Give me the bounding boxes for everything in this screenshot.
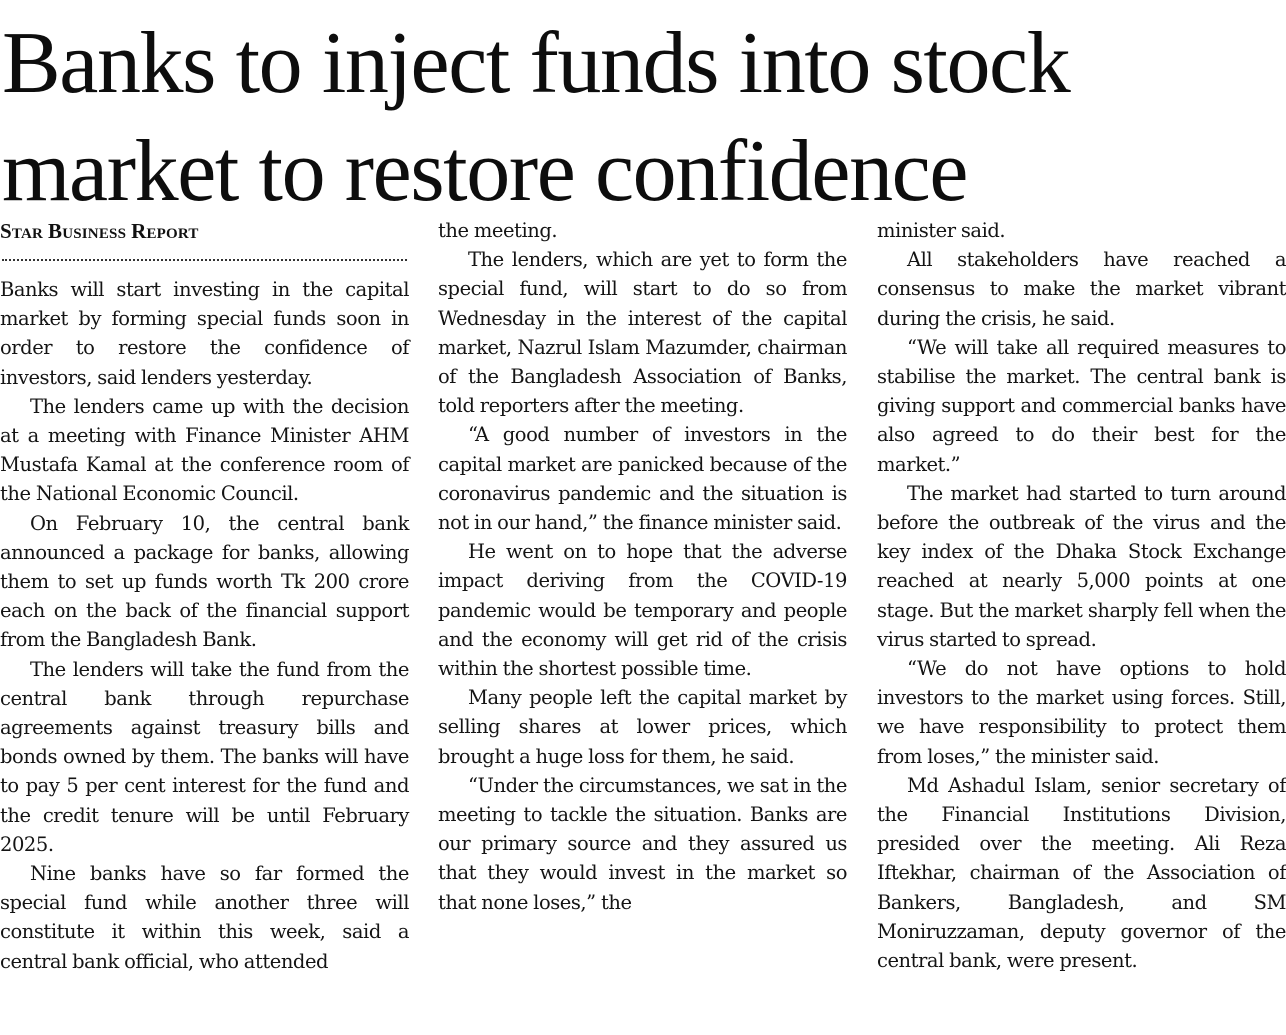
paragraph: All stakeholders have reached a consensus to make the market vibrant during the crisis, he said. bbox=[877, 248, 1286, 330]
headline bbox=[2, 10, 1286, 226]
paragraph: The lenders, which are yet to form the special fund, will start to do so from Wednesday in the interest of the capital market, Nazrul Islam Mazumder, chairman of the Bangladesh Association of Banks, told reporters after the meeting. bbox=[438, 248, 847, 418]
paragraph: The market had started to turn around before the outbreak of the virus and the key index of the Dhaka Stock Exchange reached at nearly 5,000 points at one stage. But the market sharply fell when the virus started to spread. bbox=[877, 481, 1286, 651]
paragraph: the meeting. bbox=[438, 219, 558, 242]
paragraph: The lenders will take the fund from the central bank through repurchase agreements against treasury bills and bonds owned by them. The banks will have to pay 5 per cent interest for the fund and the credit tenure will be until February 2025. bbox=[0, 657, 409, 856]
article-column-2 bbox=[438, 216, 847, 917]
dotted-divider bbox=[0, 246, 409, 275]
paragraph: “Under the circumstances, we sat in the meeting to tackle the situation. Banks are our primary source and they assured us that they would invest in the market so that none loses,” the bbox=[438, 773, 847, 914]
paragraph: Banks will start investing in the capital market by forming special funds soon in order to restore the confidence of investors, said lenders yesterday. bbox=[0, 278, 409, 389]
byline: Star Business Report bbox=[0, 219, 199, 243]
article-column-1 bbox=[0, 216, 409, 976]
paragraph: He went on to hope that the adverse impact deriving from the COVID-19 pandemic would be temporary and people and the economy will get rid of the crisis within the shortest possible time. bbox=[438, 540, 847, 681]
headline-line-1: Banks to inject funds into stock bbox=[2, 15, 1070, 112]
paragraph: Many people left the capital market by selling shares at lower prices, which brought a huge loss for them, he said. bbox=[438, 686, 847, 768]
paragraph: minister said. bbox=[877, 219, 1006, 242]
paragraph: The lenders came up with the decision at a meeting with Finance Minister AHM Mustafa Kamal at the conference room of the National Economic Council. bbox=[0, 394, 409, 506]
paragraph: “A good number of investors in the capital market are panicked because of the coronavirus pandemic and the situation is not in our hand,” the finance minister said. bbox=[438, 423, 847, 535]
paragraph: “We do not have options to hold investors to the market using forces. Still, we have responsibility to protect them from loses,” the minister said. bbox=[877, 657, 1286, 768]
paragraph: “We will take all required measures to stabilise the market. The central bank is giving support and commercial banks have also agreed to do their best for the market.” bbox=[877, 335, 1286, 476]
paragraph: Md Ashadul Islam, senior secretary of the Financial Institutions Division, presided over the meeting. Ali Reza Iftekhar, chairman of the Association of Bankers, Bangladesh, and SM Moniruzzaman, deputy governor of the central bank, were present. bbox=[877, 773, 1286, 973]
headline-line-2: market to restore confidence bbox=[2, 123, 967, 220]
paragraph: On February 10, the central bank announced a package for banks, allowing them to set up funds worth Tk 200 crore each on the back of the financial support from the Bangladesh Bank. bbox=[0, 511, 409, 652]
article-column-3 bbox=[877, 216, 1286, 975]
paragraph: Nine banks have so far formed the special fund while another three will constitute it within this week, said a central bank official, who attended bbox=[0, 862, 409, 973]
